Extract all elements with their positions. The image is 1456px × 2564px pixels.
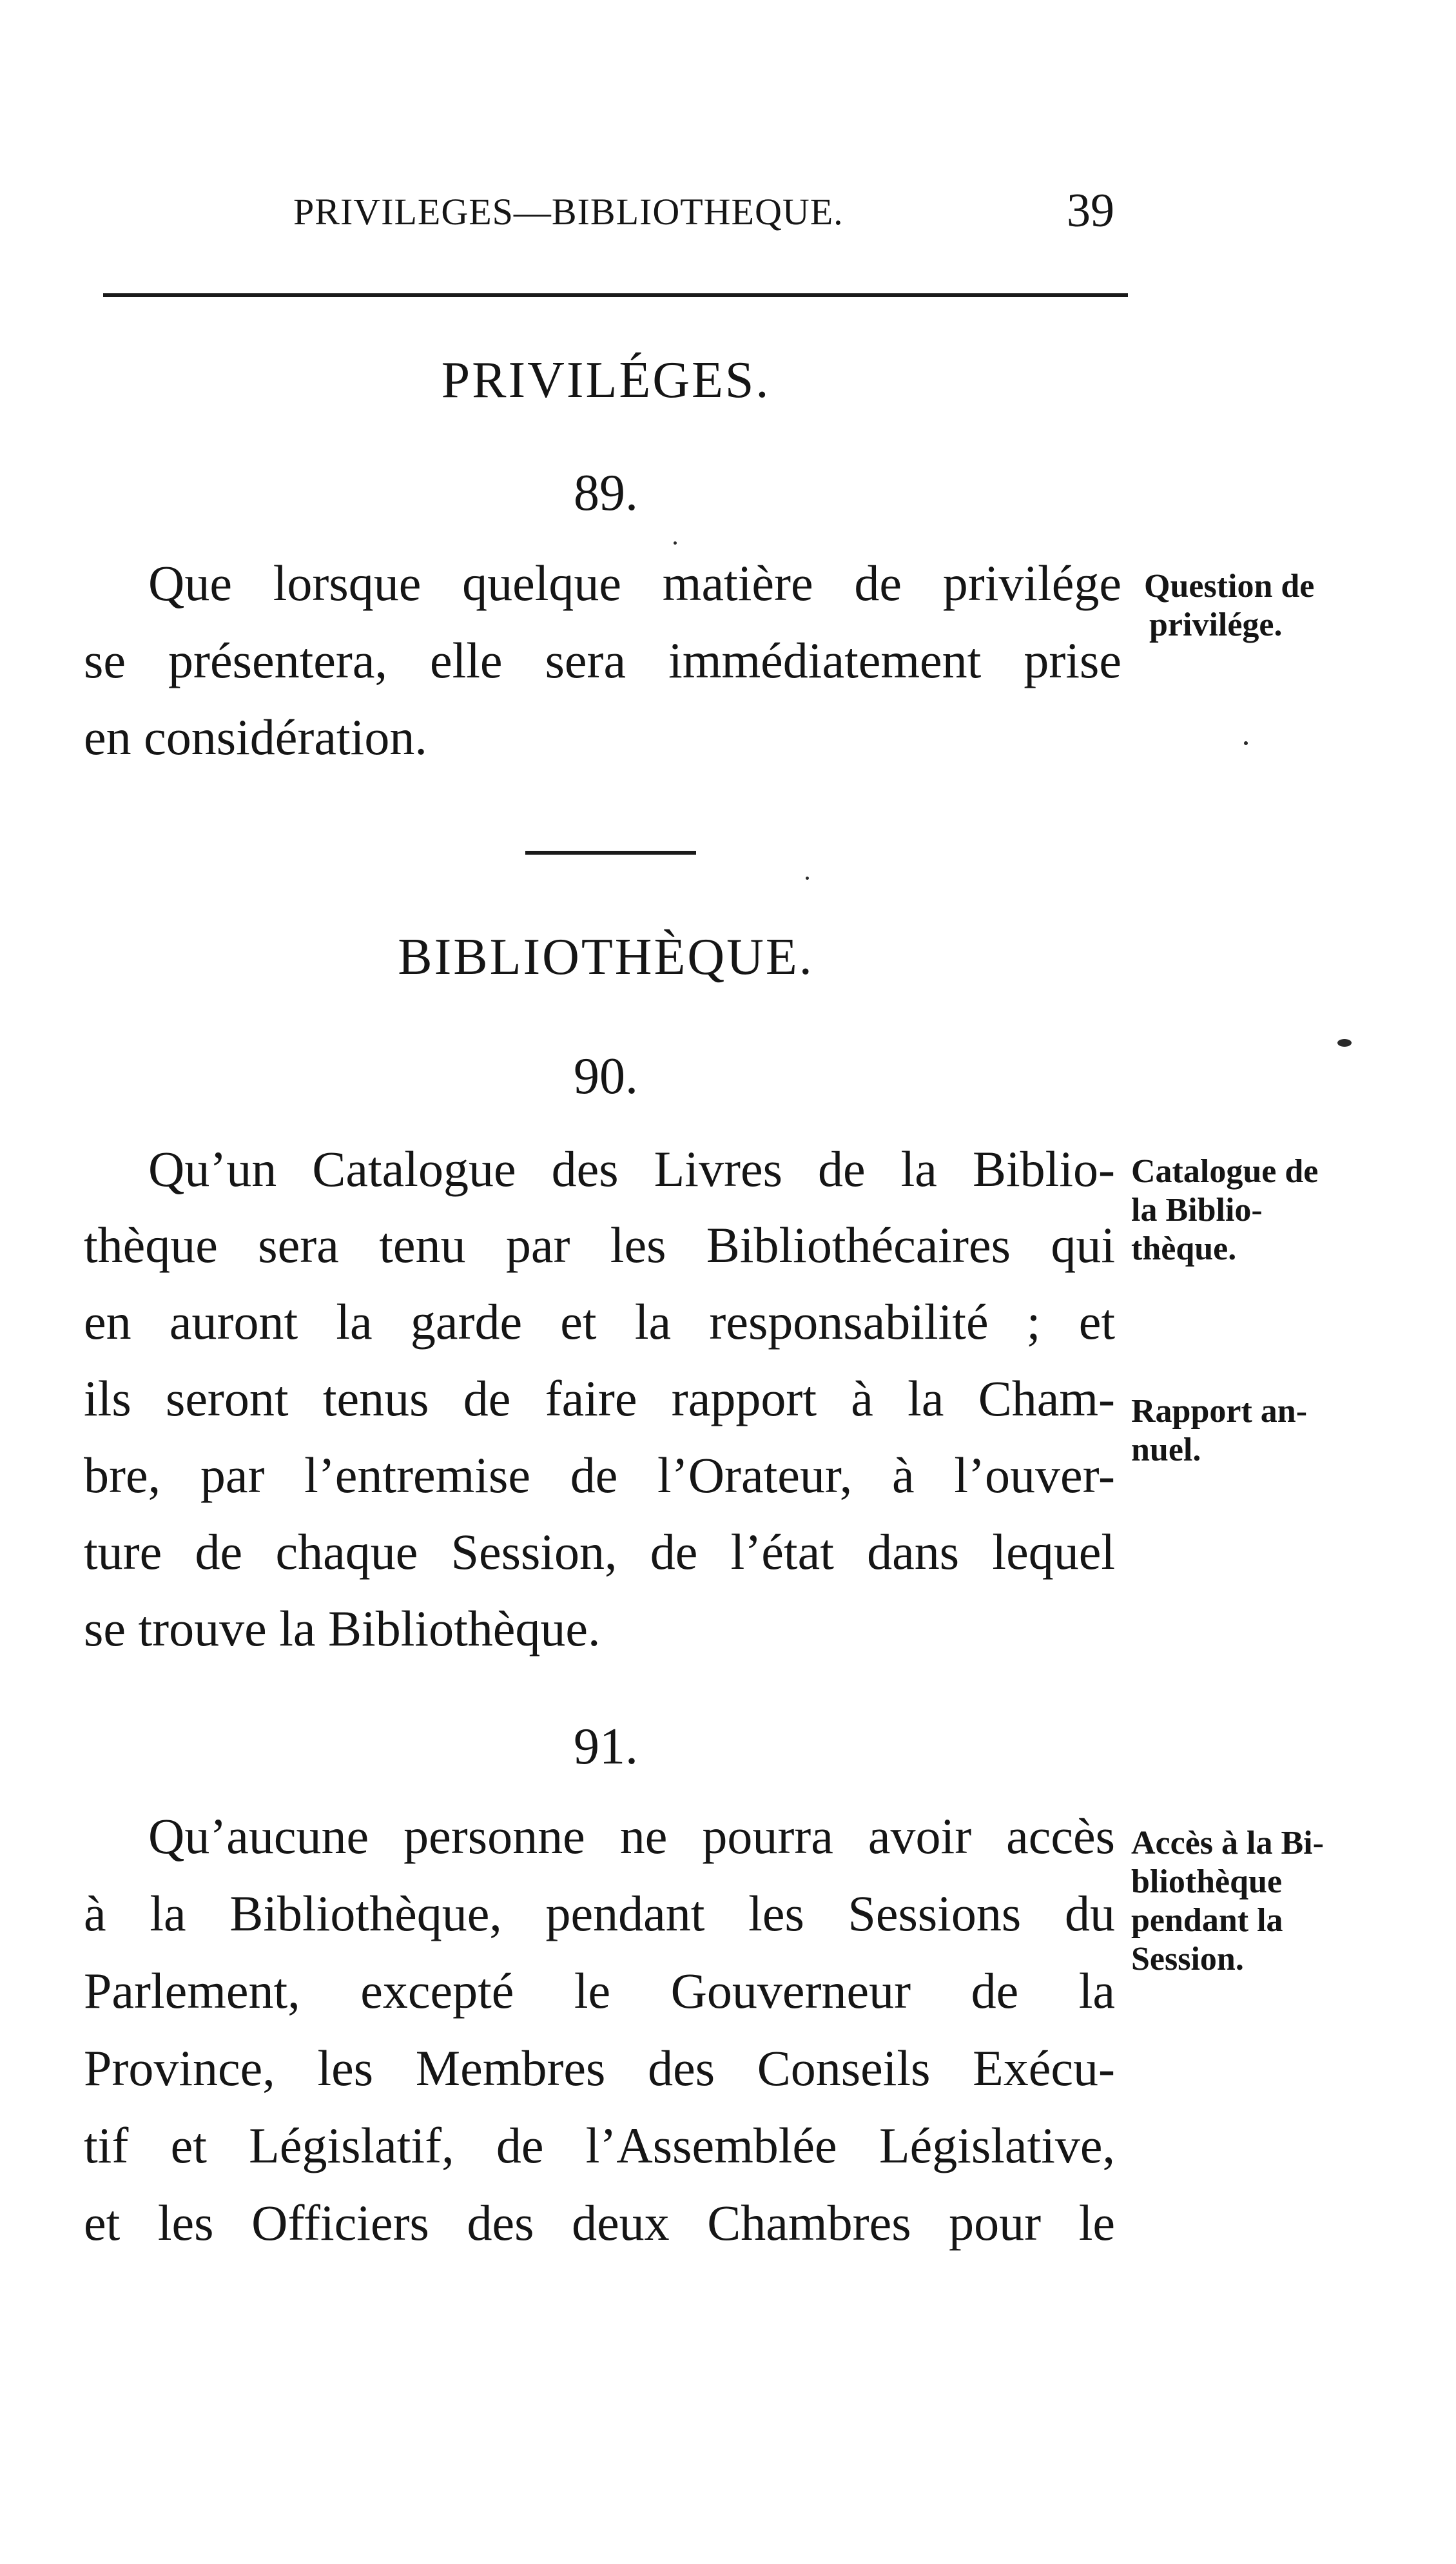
header-rule	[103, 293, 1128, 297]
margin-note-question-privilege	[1144, 567, 1314, 645]
page-number: 39	[1067, 184, 1114, 237]
margin-note-line: Accès à la Bi-	[1131, 1825, 1324, 1861]
running-header-title: PRIVILEGES—BIBLIOTHEQUE.	[293, 191, 844, 233]
margin-note-line: nuel.	[1131, 1432, 1201, 1468]
margin-note-catalogue	[1131, 1152, 1318, 1268]
scan-speck	[1337, 1039, 1352, 1047]
section-divider	[525, 851, 696, 855]
article-90-line-1: Qu’un Catalogue des Livres de la Biblio-	[148, 1141, 1115, 1197]
margin-note-line: thèque.	[1131, 1230, 1237, 1267]
margin-note-line: Question de	[1144, 568, 1315, 605]
article-89-line-2: se présentera, elle sera immédiatement prise	[84, 632, 1121, 688]
margin-note-line: Catalogue de	[1131, 1153, 1319, 1190]
scan-speck	[1244, 741, 1248, 745]
article-90-line-4: ils seront tenus de faire rapport à la Cham-	[84, 1370, 1115, 1426]
article-91-line-3: Parlement, excepté le Gouverneur de la	[84, 1963, 1115, 2019]
article-91-line-5: tif et Législatif, de l’Assemblée Législative,	[84, 2117, 1115, 2173]
margin-note-acces-bibliotheque	[1131, 1824, 1324, 1979]
article-89-line-3: en considération.	[84, 709, 427, 765]
article-90-line-2: thèque sera tenu par les Bibliothécaires qui	[84, 1217, 1115, 1273]
article-91-line-4: Province, les Membres des Conseils Exécu-	[84, 2040, 1115, 2096]
article-90-line-7: se trouve la Bibliothèque.	[84, 1600, 601, 1656]
margin-note-line: pendant la	[1131, 1902, 1283, 1939]
section-title-bibliotheque: BIBLIOTHÈQUE.	[398, 929, 814, 986]
scan-speck	[674, 541, 677, 545]
article-90-line-3: en auront la garde et la responsabilité ; et	[84, 1294, 1115, 1350]
margin-note-line: privilége.	[1149, 607, 1283, 643]
section-title-privileges: PRIVILÉGES.	[441, 352, 771, 409]
scan-speck	[806, 877, 809, 880]
article-number-91: 91.	[574, 1718, 638, 1775]
article-91-line-2: à la Bibliothèque, pendant les Sessions du	[84, 1885, 1115, 1941]
article-91-line-1: Qu’aucune personne ne pourra avoir accès	[148, 1808, 1115, 1864]
article-90-line-6: ture de chaque Session, de l’état dans lequel	[84, 1524, 1115, 1580]
article-89-line-1: Que lorsque quelque matière de privilége	[148, 555, 1121, 611]
margin-note-rapport-annuel	[1131, 1392, 1307, 1470]
article-number-90: 90.	[574, 1048, 638, 1105]
margin-note-line: bliothèque	[1131, 1863, 1283, 1900]
article-90-line-5: bre, par l’entremise de l’Orateur, à l’ouver-	[84, 1447, 1115, 1503]
margin-note-line: la Biblio-	[1131, 1192, 1263, 1229]
article-91-line-6: et les Officiers des deux Chambres pour le	[84, 2195, 1115, 2251]
article-number-89: 89.	[574, 465, 638, 521]
margin-note-line: Session.	[1131, 1941, 1244, 1977]
margin-note-line: Rapport an-	[1131, 1393, 1308, 1430]
